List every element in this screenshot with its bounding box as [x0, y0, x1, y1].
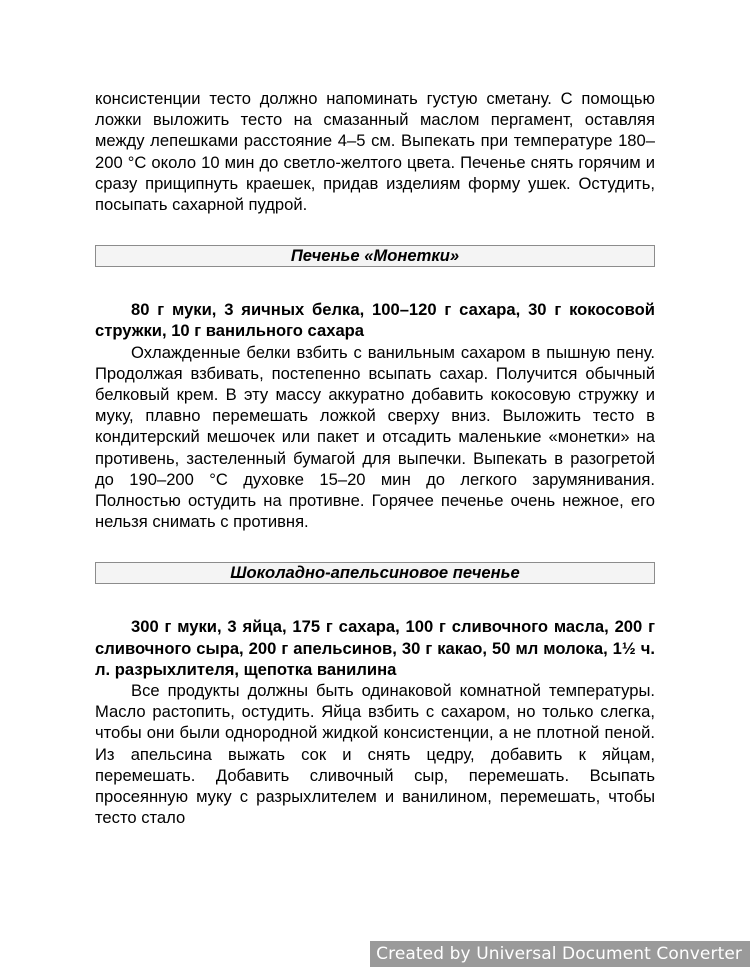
spacer [95, 215, 655, 245]
recipe-method-chocolate-orange: Все продукты должны быть одинаковой комнатной температуры. Масло растопить, остудить. Яйца взбить с сахаром, но только слегка, чтобы они были однородной жидкой консистенции, а не плотной пеной. Из апельсина выжать сок и снять цедру, добавить к яйцам, перемешать. Добавить сливочный сыр, перемешать. Всыпать просеянную муку с разрыхлителем и ванилином, перемешать, чтобы тесто стало [95, 681, 655, 828]
document-page [95, 88, 655, 828]
recipe-title-chocolate-orange: Шоколадно-апельсиновое печенье [95, 562, 655, 584]
recipe-ingredients-chocolate-orange: 300 г муки, 3 яйца, 175 г сахара, 100 г сливочного масла, 200 г сливочного сыра, 200 г апельсинов, 30 г какао, 50 мл молока, 1½ ч. л. разрыхлителя, щепотка ванилина [95, 617, 655, 679]
recipe-method-monetki: Охлажденные белки взбить с ванильным сахаром в пышную пену. Продолжая взбивать, постепенно всыпать сахар. Получится обычный белковый крем. В эту массу аккуратно добавить кокосовую стружку и муку, плавно перемешать ложкой сверху вниз. Выложить тесто в кондитерский мешочек или пакет и отсадить маленькие «монетки» на противень, застеленный бумагой для выпечки. Выпекать в разогретой до 190–200 °С духовке 15–20 мин до легкого зарумянивания. Полностью остудить на противне. Горячее печенье очень нежное, его нельзя снимать с противня. [95, 342, 655, 532]
spacer [95, 584, 655, 616]
converter-watermark: Created by Universal Document Converter [370, 941, 750, 967]
spacer [95, 532, 655, 562]
intro-paragraph: консистенции тесто должно напоминать густую сметану. С помощью ложки выложить тесто на смазанный маслом пергамент, оставляя между лепешками расстояние 4–5 см. Выпекать при температуре 180–200 °С около 10 мин до светло-желтого цвета. Печенье снять горячим и сразу прищипнуть краешек, придав изделиям форму ушек. Остудить, посыпать сахарной пудрой. [95, 89, 655, 215]
spacer [95, 267, 655, 299]
recipe-ingredients-monetki: 80 г муки, 3 яичных белка, 100–120 г сахара, 30 г кокосовой стружки, 10 г ванильного сахара [95, 300, 655, 341]
recipe-title-monetki: Печенье «Монетки» [95, 245, 655, 267]
